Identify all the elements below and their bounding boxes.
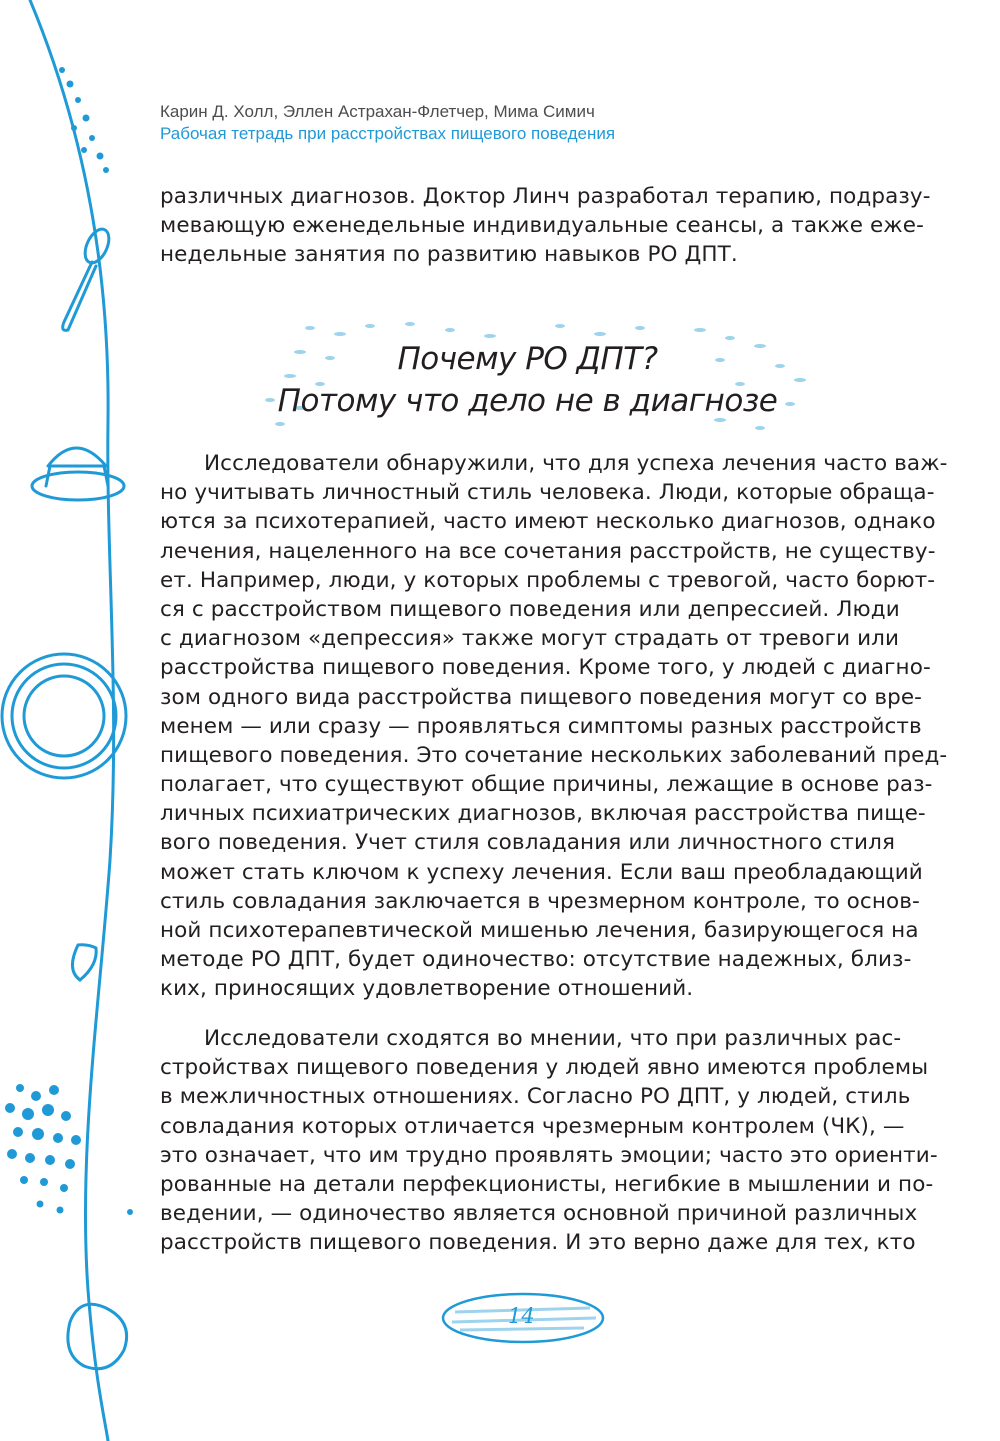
text-line: рованные на детали перфекционисты, негибкие в мышлении и по-: [160, 1171, 934, 1197]
text-line: стройствах пищевого поведения у людей явно имеются проблемы: [160, 1055, 929, 1081]
text-line: лечения, нацеленного на все сочетания расстройств, не существу-: [160, 538, 936, 564]
text-line: ся с расстройством пищевого поведения или депрессией. Люди: [160, 596, 900, 622]
text-line: ются за психотерапией, часто имеют несколько диагнозов, однако: [160, 509, 936, 535]
text-line: совладания которых отличается чрезмерным контролем (ЧК), —: [160, 1113, 905, 1139]
running-header: [160, 101, 940, 145]
text-line: ких, приносящих удовлетворение отношений.: [160, 976, 694, 1002]
text-line: с диагнозом «депрессия» также могут страдать от тревоги или: [160, 626, 900, 652]
text-line: ной психотерапевтической мишенью лечения, базирующегося на: [160, 918, 919, 943]
intro-paragraph: [160, 182, 931, 270]
text-line: ет. Например, люди, у которых проблемы с тревогой, часто борют-: [160, 567, 936, 593]
text-line: полагает, что существуют общие причины, лежащие в основе раз-: [160, 772, 933, 798]
text-line: личных психиатрических диагнозов, включая расстройства пище-: [160, 801, 926, 827]
header-authors: Карин Д. Холл, Эллен Астрахан-Флетчер, Мима Симич: [160, 102, 595, 121]
text-line: но учитывать личностный стиль человека. Люди, которые обраща-: [160, 480, 935, 506]
text-line: может стать ключом к успеху лечения. Если ваш преобладающий: [160, 859, 923, 885]
wavy-margin-line: [30, 0, 114, 1441]
text-line: расстройства пищевого поведения. Кроме того, у людей с диагно-: [160, 655, 931, 681]
paragraph-1: [160, 449, 948, 1004]
text-line: методе РО ДПТ, будет одиночество: отсутствие надежных, близ-: [160, 947, 912, 973]
text-line: ведении, — одиночество является основной причиной различных: [160, 1201, 918, 1227]
text-line: менем — или сразу — проявляться симптомы разных расстройств: [160, 713, 922, 739]
page-number: 14: [508, 1304, 535, 1328]
text-line: Исследователи обнаружили, что для успеха лечения часто важ-: [204, 451, 948, 476]
cupcake-icon: [32, 448, 124, 500]
text-line: это означает, что им трудно проявлять эмоции; часто это ориенти-: [160, 1142, 938, 1168]
text-line: недельные занятия по развитию навыков РО ДПТ.: [160, 242, 738, 268]
pebble-icon: [68, 1304, 127, 1369]
dots-icon: [5, 67, 133, 1215]
text-line: пищевого поведения. Это сочетание нескольких заболеваний пред-: [160, 742, 948, 768]
header-book-title: Рабочая тетрадь при расстройствах пищевого поведения: [160, 124, 616, 143]
text-line: различных диагнозов. Доктор Линч разработал терапию, подразу-: [160, 184, 931, 209]
text-line: стиль совладания заключается в чрезмерном контроле, то основ-: [160, 888, 920, 914]
text-line: вого поведения. Учет стиля совладания или личностного стиля: [160, 830, 895, 856]
text-line: расстройств пищевого поведения. И это верно даже для тех, кто: [160, 1230, 916, 1256]
text-line: в межличностных отношениях. Согласно РО ДПТ, у людей, стиль: [160, 1084, 911, 1110]
text-line: Исследователи сходятся во мнении, что при различных рас-: [204, 1026, 902, 1051]
section-heading: [160, 338, 895, 422]
plate-icon: [2, 654, 126, 778]
text-line: зом одного вида расстройства пищевого поведения могут со вре-: [160, 684, 923, 710]
heading-line-2: Потому что дело не в диагнозе: [277, 383, 778, 419]
text-line: мевающую еженедельные индивидуальные сеансы, а также еже-: [160, 213, 924, 239]
heading-line-1: Почему РО ДПТ?: [397, 341, 658, 377]
leaf-icon: [72, 945, 96, 980]
paragraph-2: [160, 1024, 938, 1258]
